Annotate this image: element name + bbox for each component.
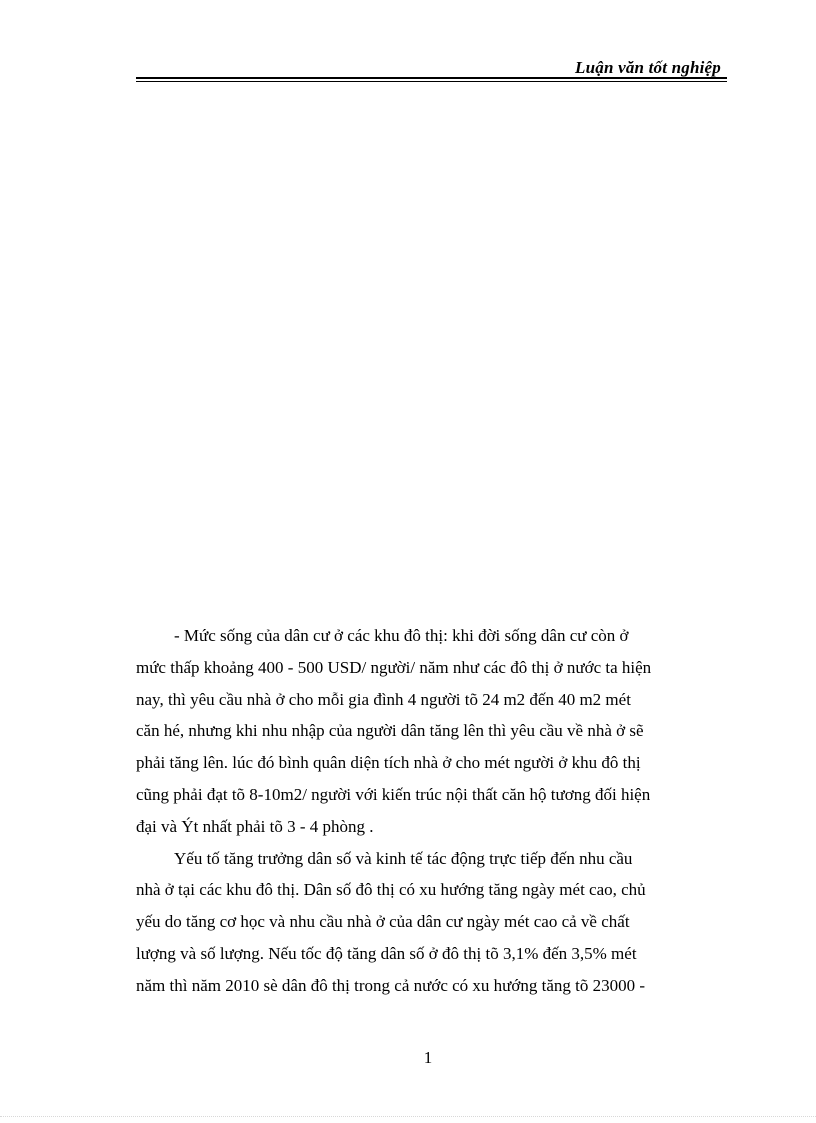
- text-line: - Mức sống của dân cư ở các khu đô thị: khi đời sống dân cư còn ở: [174, 626, 629, 645]
- text-line: phải tăng lên. lúc đó bình quân diện tích nhà ở cho mét người ở khu đô thị: [136, 753, 641, 773]
- paragraph-population-growth: [136, 843, 719, 1002]
- body-text: [136, 620, 719, 1002]
- text-line: lượng và số lượng. Nếu tốc độ tăng dân số ở đô thị tõ 3,1% đến 3,5% mét: [136, 943, 637, 963]
- paragraph-living-standard: [136, 620, 719, 843]
- header-rule-thin: [136, 81, 727, 82]
- text-line: nhà ở tại các khu đô thị. Dân số đô thị có xu hướng tăng ngày mét cao, chủ: [136, 880, 646, 900]
- text-line: nay, thì yêu cầu nhà ở cho mỗi gia đình 4 người tõ 24 m2 đến 40 m2 mét: [136, 689, 631, 709]
- header-rule-thick: [136, 77, 727, 79]
- text-line: căn hé, nhưng khi nhu nhập của người dân tăng lên thì yêu cầu về nhà ở sẽ: [136, 721, 644, 741]
- text-line: cũng phải đạt tõ 8-10m2/ người với kiến trúc nội thất căn hộ tương đối hiện: [136, 784, 651, 804]
- text-line: năm thì năm 2010 sè dân đô thị trong cả nước có xu hướng tăng tõ 23000 -: [136, 975, 646, 995]
- text-line: Yếu tố tăng trưởng dân số và kinh tế tác động trực tiếp đến nhu cầu: [174, 848, 633, 868]
- text-line: mức thấp khoảng 400 - 500 USD/ người/ năm như các đô thị ở nước ta hiện: [136, 657, 652, 677]
- page-number: 1: [423, 1048, 433, 1067]
- footer-dotted-line: [0, 1116, 816, 1117]
- document-header-title: Luận văn tốt nghiệp: [575, 58, 721, 77]
- text-line: yếu do tăng cơ học và nhu cầu nhà ở của dân cư ngày mét cao cả về chất: [136, 912, 630, 932]
- text-line: đại và Ýt nhất phải tõ 3 - 4 phòng .: [136, 816, 374, 836]
